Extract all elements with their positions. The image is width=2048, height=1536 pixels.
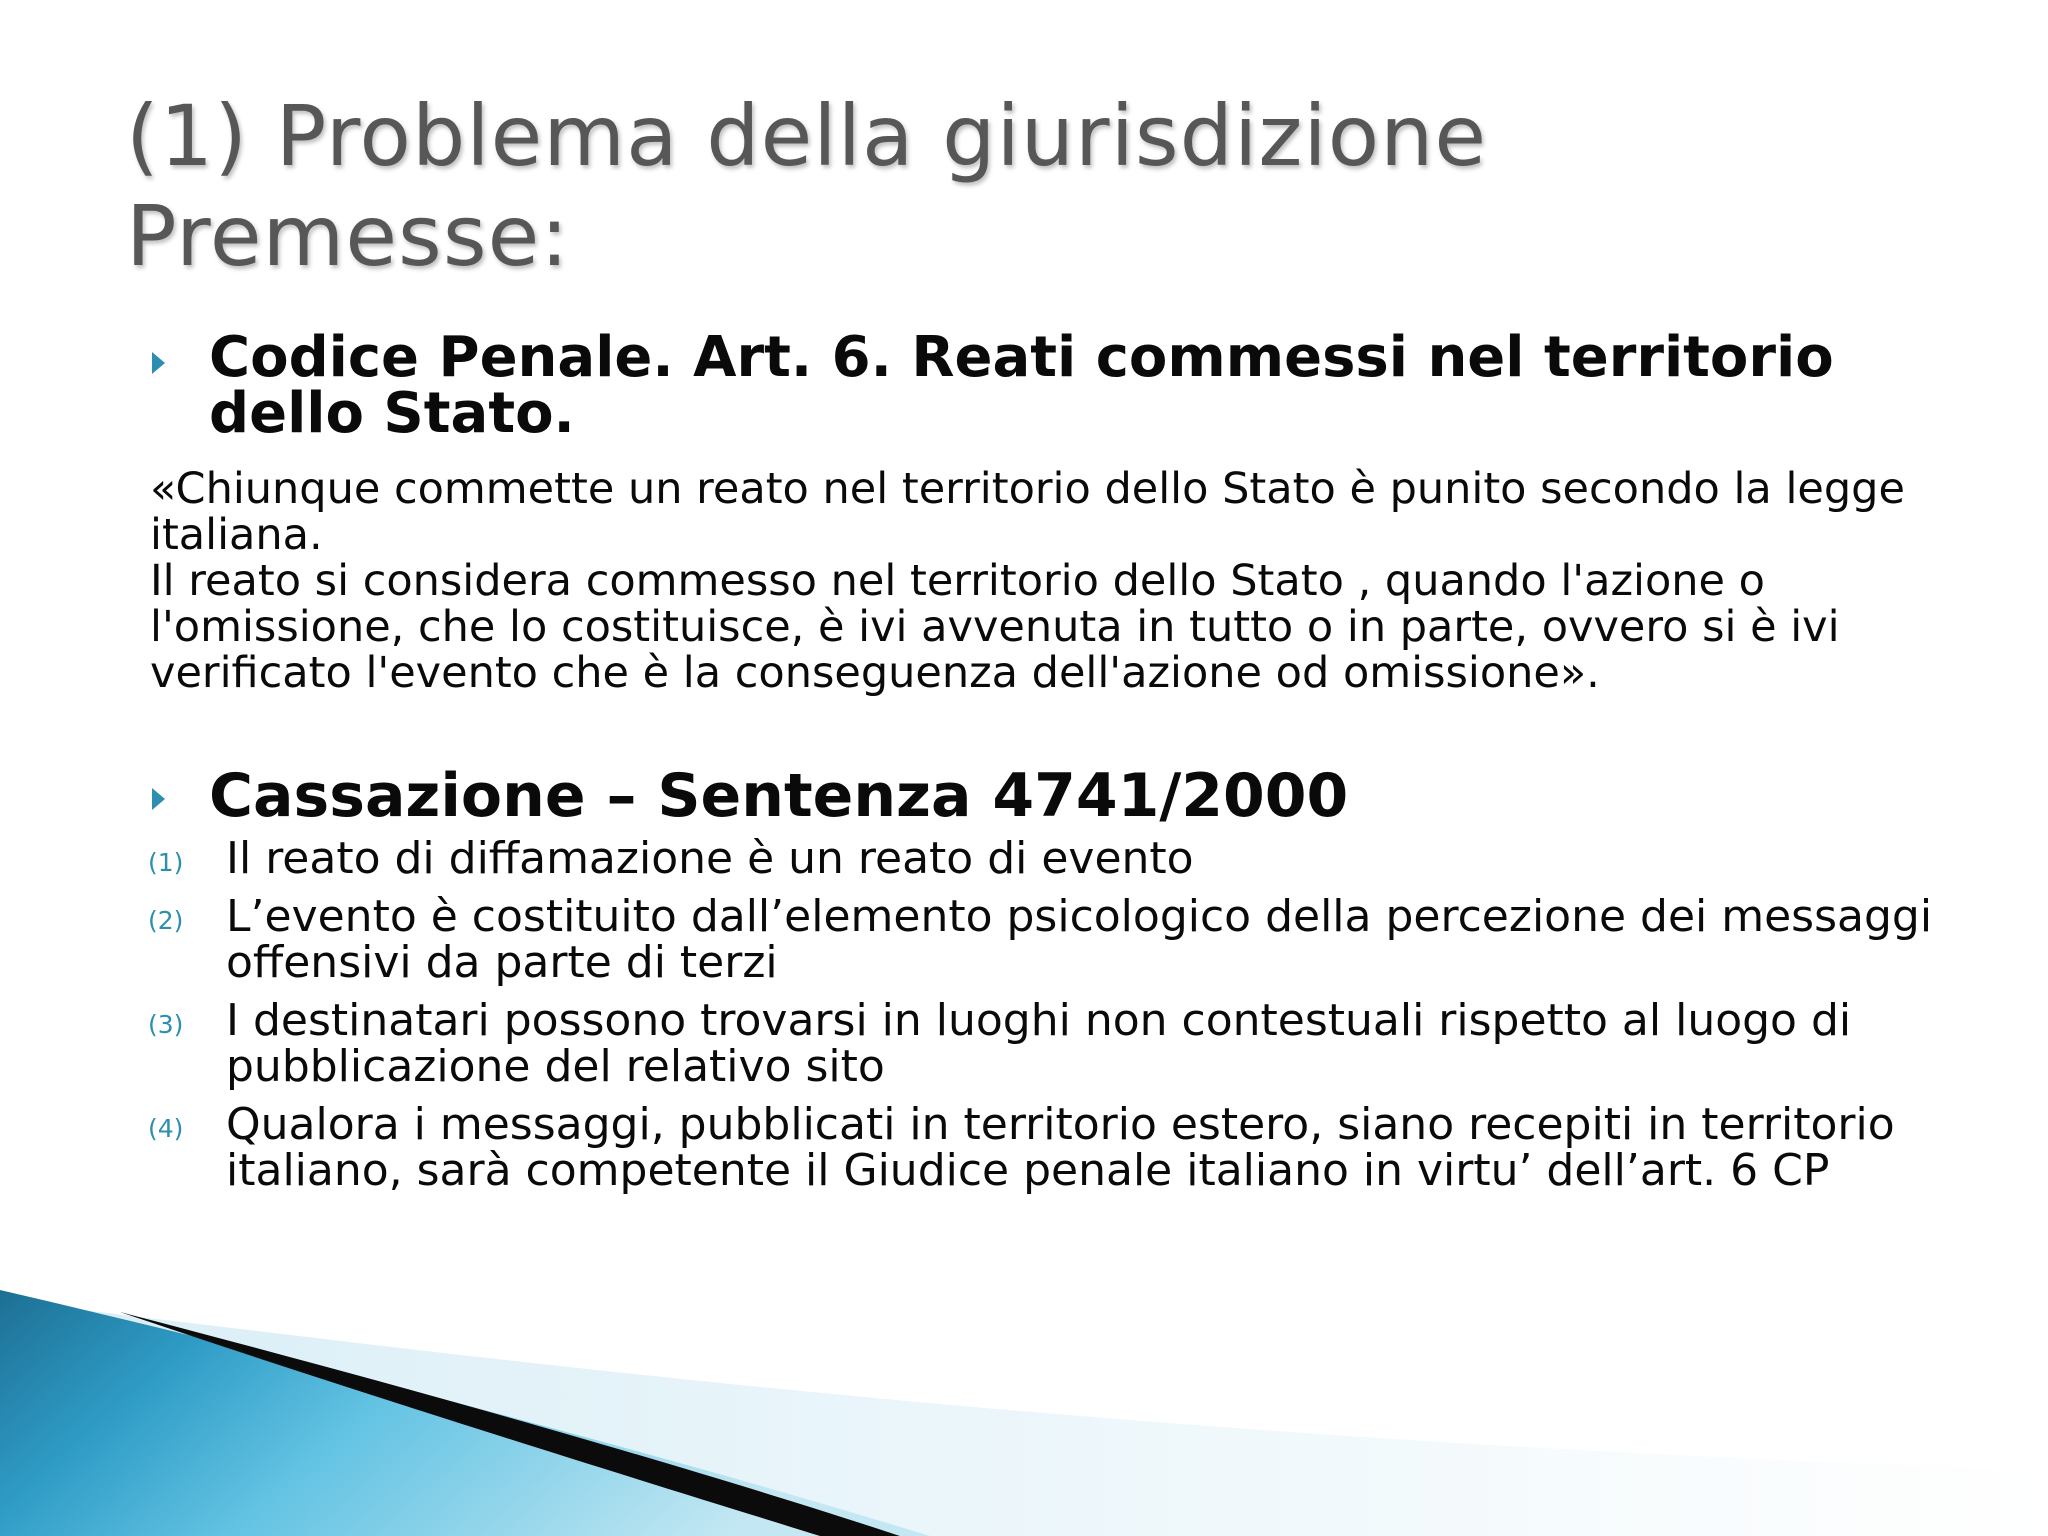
list-item (148, 833, 1946, 884)
bullet-codice-penale (152, 325, 1969, 446)
bullet-cassazione (152, 761, 1969, 831)
list-number: (4) (148, 1114, 184, 1143)
quote-paragraph-1: «Chiunque commette un reato nel territorio dello Stato è punito secondo la legge italiana. (150, 464, 1905, 560)
cassazione-heading: Cassazione – Sentenza 4741/2000 (209, 761, 1349, 831)
list-item (148, 1099, 1946, 1196)
list-item (148, 891, 1946, 988)
triangle-bullet-icon (152, 352, 165, 374)
article-quote (150, 466, 1940, 696)
list-item-text: Qualora i messaggi, pubblicati in territorio estero, siano recepiti in territorio italiano, sarà competente il Giudice penale italiano in virtu’ dell’art. 6 CP (226, 1099, 1895, 1196)
title-line-2: Premesse: (126, 187, 570, 285)
list-item-text: L’evento è costituito dall’elemento psicologico della percezione dei messaggi offensivi da parte di terzi (226, 891, 1933, 988)
list-item (148, 995, 1946, 1092)
title-line-1: (1) Problema della giurisdizione (126, 87, 1488, 185)
light-sweep-shape (0, 1300, 2048, 1536)
codice-penale-heading: Codice Penale. Art. 6. Reati commessi nel territorio dello Stato. (209, 325, 1834, 446)
blue-wave-shape (0, 1290, 930, 1536)
black-swoosh-shape (120, 1312, 900, 1536)
list-number: (1) (148, 848, 184, 877)
quote-paragraph-2: Il reato si considera commesso nel territorio dello Stato , quando l'azione o l'omissione, che lo costituisce, è ivi avvenuta in tutto o in parte, ovvero si è ivi verificato l'evento che è la conseguenza dell'azione od omissione». (150, 556, 1840, 698)
triangle-bullet-icon (152, 788, 165, 810)
list-number: (2) (148, 906, 184, 935)
list-number: (3) (148, 1010, 184, 1039)
list-item-text: I destinatari possono trovarsi in luoghi non contestuali rispetto al luogo di pubblicazione del relativo sito (226, 995, 1852, 1092)
list-item-text: Il reato di diffamazione è un reato di evento (226, 833, 1194, 884)
slide-title (126, 86, 1487, 286)
